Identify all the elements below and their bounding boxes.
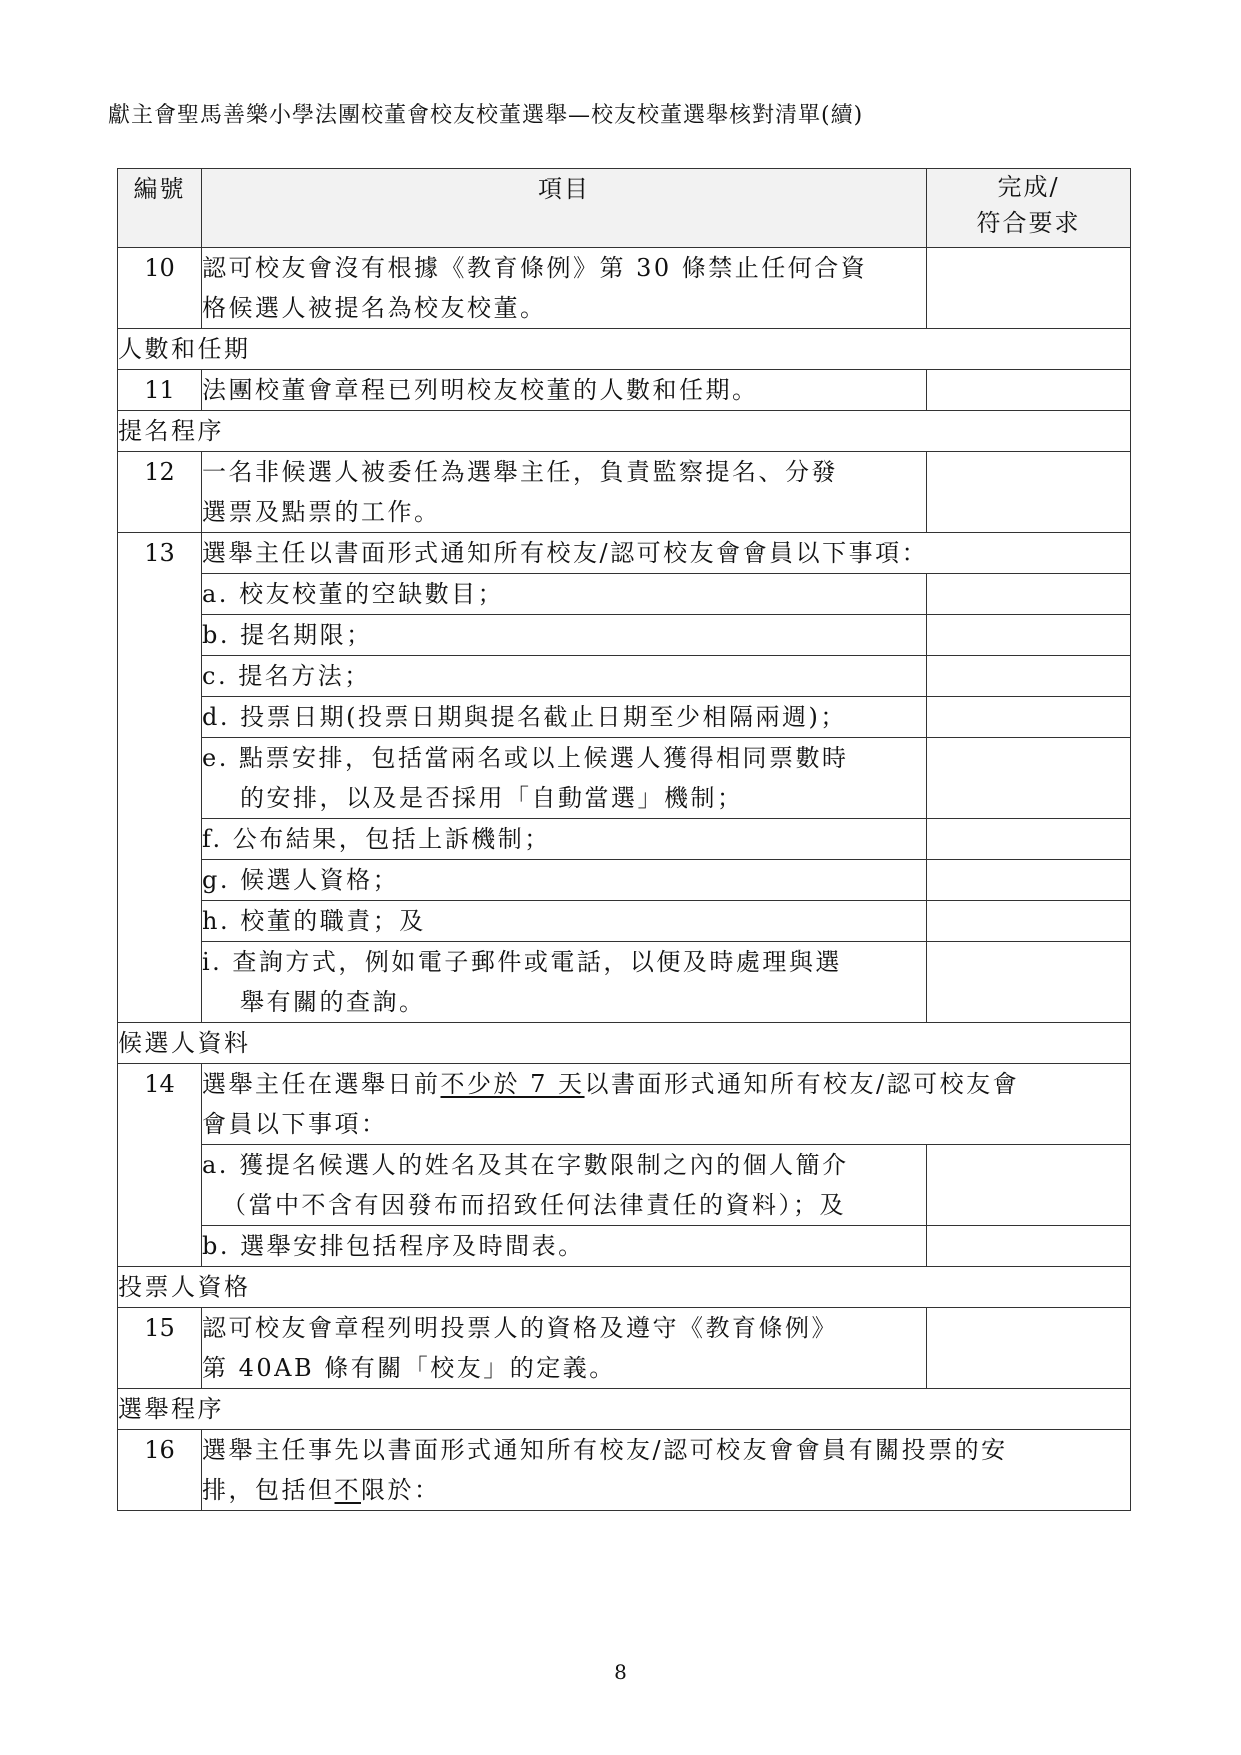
item-text-part: 以書面形式通知所有校友/認可校友會 [584,1070,1020,1098]
table-row [118,1430,1131,1511]
sub-item-row [118,901,1131,942]
sub-item-row [118,574,1131,615]
item-text: 法團校董會章程已列明校友校董的人數和任期。 [202,370,927,411]
item-text-part: 選舉主任在選舉日前 [202,1070,441,1098]
item-text [202,452,927,533]
done-cell[interactable] [927,901,1131,942]
done-cell[interactable] [927,615,1131,656]
sub-item-text: b. 選舉安排包括程序及時間表。 [202,1226,927,1267]
done-cell[interactable] [927,819,1131,860]
table-row [118,533,1131,574]
item-number: 16 [118,1430,202,1511]
item-line: 會員以下事項： [202,1110,388,1138]
item-text [202,248,927,329]
item-text-part: 排，包括但 [202,1476,335,1504]
page-number: 8 [614,1660,627,1684]
sub-item-text: c. 提名方法； [202,656,927,697]
table-row [118,248,1131,329]
done-cell[interactable] [927,942,1131,1023]
section-heading: 選舉程序 [118,1389,1131,1430]
sub-item-text: a. 校友校董的空缺數目； [202,574,927,615]
item-text [202,1308,927,1389]
column-header-done [927,169,1131,248]
item-number: 12 [118,452,202,533]
item-text [202,1064,1131,1145]
section-row [118,1389,1131,1430]
item-number: 13 [118,533,202,1023]
sub-item-text: h. 校董的職責；及 [202,901,927,942]
sub-item-row [118,697,1131,738]
section-row [118,1267,1131,1308]
item-text: 選舉主任以書面形式通知所有校友/認可校友會會員以下事項： [202,533,1131,574]
section-heading: 提名程序 [118,411,1131,452]
table-header-row [118,169,1131,248]
item-text-part: 限於： [361,1476,441,1504]
item-line [202,1470,1130,1510]
item-number: 11 [118,370,202,411]
table-row [118,1308,1131,1389]
done-cell[interactable] [927,1145,1131,1226]
sub-item-text [202,1145,927,1226]
sub-item-line: （當中不含有因發布而招致任何法律責任的資料）；及 [222,1191,846,1219]
table-row [118,370,1131,411]
sub-item-row [118,942,1131,1023]
item-number: 14 [118,1064,202,1267]
sub-item-row [118,738,1131,819]
sub-item-line: a. 獲提名候選人的姓名及其在字數限制之內的個人簡介 [202,1151,849,1179]
sub-item-line: i. 查詢方式，例如電子郵件或電話，以便及時處理與選 [202,948,842,976]
done-cell[interactable] [927,1308,1131,1389]
checklist-table [117,168,1131,1511]
item-text-underline: 不少於 7 天 [440,1070,585,1098]
sub-item-text: d. 投票日期(投票日期與提名截止日期至少相隔兩週)； [202,697,927,738]
sub-item-line: e. 點票安排，包括當兩名或以上候選人獲得相同票數時 [202,744,849,772]
sub-item-text: f. 公布結果，包括上訴機制； [202,819,927,860]
column-header-number: 編號 [118,169,202,248]
sub-item-row [118,1145,1131,1226]
item-text-underline: 不 [334,1476,361,1504]
sub-item-row [118,656,1131,697]
table-row [118,452,1131,533]
sub-item-text [202,738,927,819]
item-line: 一名非候選人被委任為選舉主任，負責監察提名、分發 [202,458,838,486]
sub-item-row [118,819,1131,860]
table-row [118,1064,1131,1145]
section-row [118,1023,1131,1064]
item-line: 認可校友會章程列明投票人的資格及遵守《教育條例》 [202,1314,838,1342]
sub-item-line: 的安排，以及是否採用「自動當選」機制； [240,784,744,812]
section-heading: 投票人資格 [118,1267,1131,1308]
item-text [202,1430,1131,1511]
done-cell[interactable] [927,1226,1131,1267]
sub-item-line: 舉有關的查詢。 [240,988,426,1016]
section-heading: 候選人資料 [118,1023,1131,1064]
sub-item-text [202,942,927,1023]
document-title: 獻主會聖馬善樂小學法團校董會校友校董選舉—校友校董選舉核對清單(續) [108,103,864,128]
item-line [202,1064,1130,1104]
sub-item-row [118,615,1131,656]
done-cell[interactable] [927,370,1131,411]
done-cell[interactable] [927,697,1131,738]
done-cell[interactable] [927,248,1131,329]
column-header-done-line1: 完成/ [997,173,1060,201]
item-number: 15 [118,1308,202,1389]
section-heading: 人數和任期 [118,329,1131,370]
sub-item-row [118,1226,1131,1267]
item-line: 認可校友會沒有根據《教育條例》第 30 條禁止任何合資 [202,254,868,282]
sub-item-text: b. 提名期限； [202,615,927,656]
done-cell[interactable] [927,656,1131,697]
done-cell[interactable] [927,574,1131,615]
done-cell[interactable] [927,452,1131,533]
item-line: 第 40AB 條有關「校友」的定義。 [202,1354,616,1382]
done-cell[interactable] [927,738,1131,819]
section-row [118,329,1131,370]
sub-item-row [118,860,1131,901]
column-header-done-line2: 符合要求 [976,209,1081,237]
done-cell[interactable] [927,860,1131,901]
section-row [118,411,1131,452]
item-line: 選票及點票的工作。 [202,498,441,526]
item-line: 選舉主任事先以書面形式通知所有校友/認可校友會會員有關投票的安 [202,1436,1008,1464]
sub-item-text: g. 候選人資格； [202,860,927,901]
column-header-item: 項目 [202,169,927,248]
item-line: 格候選人被提名為校友校董。 [202,294,547,322]
item-number: 10 [118,248,202,329]
